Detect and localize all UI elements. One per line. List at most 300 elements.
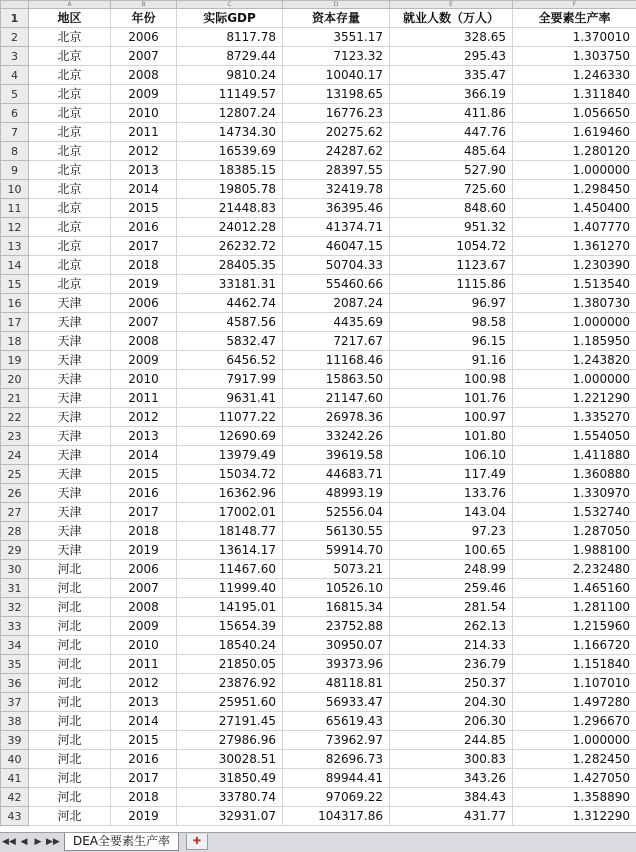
cell-tfp[interactable]: 1.298450 xyxy=(513,180,636,199)
cell-employment[interactable]: 1115.86 xyxy=(390,275,513,294)
cell-tfp[interactable]: 1.361270 xyxy=(513,237,636,256)
cell-region[interactable]: 天津 xyxy=(29,427,111,446)
cell-gdp[interactable]: 15654.39 xyxy=(177,617,283,636)
cell-capital[interactable]: 23752.88 xyxy=(283,617,390,636)
cell-employment[interactable]: 96.15 xyxy=(390,332,513,351)
cell-tfp[interactable]: 1.296670 xyxy=(513,712,636,731)
cell-gdp[interactable]: 11077.22 xyxy=(177,408,283,427)
cell-gdp[interactable]: 4462.74 xyxy=(177,294,283,313)
cell-tfp[interactable]: 1.360880 xyxy=(513,465,636,484)
cell-capital[interactable]: 55460.66 xyxy=(283,275,390,294)
cell-employment[interactable]: 101.76 xyxy=(390,389,513,408)
cell-tfp[interactable]: 1.532740 xyxy=(513,503,636,522)
cell-gdp[interactable]: 18148.77 xyxy=(177,522,283,541)
select-all-corner[interactable] xyxy=(1,1,29,9)
cell-tfp[interactable]: 1.151840 xyxy=(513,655,636,674)
cell-tfp[interactable]: 1.988100 xyxy=(513,541,636,560)
cell-year[interactable]: 2007 xyxy=(111,313,177,332)
cell-employment[interactable]: 106.10 xyxy=(390,446,513,465)
cell-tfp[interactable]: 1.513540 xyxy=(513,275,636,294)
cell-gdp[interactable]: 6456.52 xyxy=(177,351,283,370)
cell-capital[interactable]: 73962.97 xyxy=(283,731,390,750)
row-number[interactable]: 20 xyxy=(1,370,29,389)
cell-region[interactable]: 天津 xyxy=(29,541,111,560)
cell-employment[interactable]: 244.85 xyxy=(390,731,513,750)
cell-tfp[interactable]: 1.303750 xyxy=(513,47,636,66)
header-cell-capital[interactable]: 资本存量 xyxy=(283,9,390,28)
first-sheet-button[interactable]: ◀◀ xyxy=(2,835,14,849)
cell-region[interactable]: 天津 xyxy=(29,503,111,522)
row-number[interactable]: 38 xyxy=(1,712,29,731)
cell-region[interactable]: 天津 xyxy=(29,294,111,313)
cell-year[interactable]: 2015 xyxy=(111,199,177,218)
cell-region[interactable]: 河北 xyxy=(29,560,111,579)
cell-employment[interactable]: 431.77 xyxy=(390,807,513,826)
cell-year[interactable]: 2016 xyxy=(111,218,177,237)
cell-region[interactable]: 北京 xyxy=(29,142,111,161)
cell-capital[interactable]: 33242.26 xyxy=(283,427,390,446)
row-number[interactable]: 15 xyxy=(1,275,29,294)
new-sheet-icon[interactable]: ✚ xyxy=(186,834,208,850)
cell-capital[interactable]: 97069.22 xyxy=(283,788,390,807)
cell-region[interactable]: 天津 xyxy=(29,408,111,427)
cell-tfp[interactable]: 1.215960 xyxy=(513,617,636,636)
cell-tfp[interactable]: 1.000000 xyxy=(513,731,636,750)
cell-capital[interactable]: 16776.23 xyxy=(283,104,390,123)
cell-tfp[interactable]: 1.000000 xyxy=(513,313,636,332)
cell-gdp[interactable]: 21448.83 xyxy=(177,199,283,218)
cell-capital[interactable]: 39619.58 xyxy=(283,446,390,465)
cell-year[interactable]: 2019 xyxy=(111,275,177,294)
cell-region[interactable]: 天津 xyxy=(29,313,111,332)
cell-capital[interactable]: 20275.62 xyxy=(283,123,390,142)
cell-gdp[interactable]: 26232.72 xyxy=(177,237,283,256)
cell-region[interactable]: 河北 xyxy=(29,674,111,693)
cell-tfp[interactable]: 1.312290 xyxy=(513,807,636,826)
cell-capital[interactable]: 39373.96 xyxy=(283,655,390,674)
cell-capital[interactable]: 59914.70 xyxy=(283,541,390,560)
cell-capital[interactable]: 24287.62 xyxy=(283,142,390,161)
cell-region[interactable]: 河北 xyxy=(29,693,111,712)
cell-region[interactable]: 北京 xyxy=(29,104,111,123)
cell-gdp[interactable]: 16539.69 xyxy=(177,142,283,161)
cell-year[interactable]: 2008 xyxy=(111,598,177,617)
row-number[interactable]: 7 xyxy=(1,123,29,142)
cell-region[interactable]: 河北 xyxy=(29,579,111,598)
cell-region[interactable]: 河北 xyxy=(29,750,111,769)
cell-year[interactable]: 2010 xyxy=(111,636,177,655)
cell-gdp[interactable]: 33181.31 xyxy=(177,275,283,294)
row-number[interactable]: 32 xyxy=(1,598,29,617)
cell-year[interactable]: 2009 xyxy=(111,351,177,370)
cell-employment[interactable]: 100.98 xyxy=(390,370,513,389)
header-cell-employment[interactable]: 就业人数（万人） xyxy=(390,9,513,28)
row-number[interactable]: 4 xyxy=(1,66,29,85)
cell-tfp[interactable]: 1.243820 xyxy=(513,351,636,370)
cell-gdp[interactable]: 31850.49 xyxy=(177,769,283,788)
row-number[interactable]: 12 xyxy=(1,218,29,237)
cell-region[interactable]: 河北 xyxy=(29,731,111,750)
cell-employment[interactable]: 951.32 xyxy=(390,218,513,237)
cell-employment[interactable]: 98.58 xyxy=(390,313,513,332)
cell-gdp[interactable]: 4587.56 xyxy=(177,313,283,332)
row-number[interactable]: 14 xyxy=(1,256,29,275)
cell-region[interactable]: 北京 xyxy=(29,47,111,66)
cell-region[interactable]: 河北 xyxy=(29,807,111,826)
header-cell-year[interactable]: 年份 xyxy=(111,9,177,28)
cell-employment[interactable]: 133.76 xyxy=(390,484,513,503)
row-number[interactable]: 5 xyxy=(1,85,29,104)
cell-employment[interactable]: 204.30 xyxy=(390,693,513,712)
next-sheet-button[interactable]: ▶ xyxy=(32,835,44,849)
row-number[interactable]: 26 xyxy=(1,484,29,503)
cell-region[interactable]: 河北 xyxy=(29,617,111,636)
cell-region[interactable]: 天津 xyxy=(29,484,111,503)
cell-year[interactable]: 2007 xyxy=(111,47,177,66)
cell-employment[interactable]: 143.04 xyxy=(390,503,513,522)
cell-gdp[interactable]: 14195.01 xyxy=(177,598,283,617)
cell-capital[interactable]: 65619.43 xyxy=(283,712,390,731)
cell-gdp[interactable]: 11467.60 xyxy=(177,560,283,579)
cell-employment[interactable]: 366.19 xyxy=(390,85,513,104)
row-number[interactable]: 1 xyxy=(1,9,29,28)
cell-capital[interactable]: 56933.47 xyxy=(283,693,390,712)
row-number[interactable]: 21 xyxy=(1,389,29,408)
cell-gdp[interactable]: 11999.40 xyxy=(177,579,283,598)
cell-employment[interactable]: 248.99 xyxy=(390,560,513,579)
cell-employment[interactable]: 335.47 xyxy=(390,66,513,85)
cell-employment[interactable]: 384.43 xyxy=(390,788,513,807)
cell-tfp[interactable]: 1.311840 xyxy=(513,85,636,104)
cell-gdp[interactable]: 9631.41 xyxy=(177,389,283,408)
cell-year[interactable]: 2019 xyxy=(111,541,177,560)
row-number[interactable]: 37 xyxy=(1,693,29,712)
cell-year[interactable]: 2010 xyxy=(111,104,177,123)
cell-capital[interactable]: 26978.36 xyxy=(283,408,390,427)
cell-year[interactable]: 2019 xyxy=(111,807,177,826)
header-cell-tfp[interactable]: 全要素生产率 xyxy=(513,9,636,28)
cell-capital[interactable]: 15863.50 xyxy=(283,370,390,389)
cell-year[interactable]: 2013 xyxy=(111,427,177,446)
cell-region[interactable]: 北京 xyxy=(29,161,111,180)
row-number[interactable]: 43 xyxy=(1,807,29,826)
header-cell-gdp[interactable]: 实际GDP xyxy=(177,9,283,28)
cell-tfp[interactable]: 1.056650 xyxy=(513,104,636,123)
cell-employment[interactable]: 281.54 xyxy=(390,598,513,617)
cell-employment[interactable]: 527.90 xyxy=(390,161,513,180)
row-number[interactable]: 3 xyxy=(1,47,29,66)
cell-gdp[interactable]: 5832.47 xyxy=(177,332,283,351)
cell-capital[interactable]: 7123.32 xyxy=(283,47,390,66)
row-number[interactable]: 35 xyxy=(1,655,29,674)
column-header-e[interactable]: E xyxy=(390,1,513,9)
cell-tfp[interactable]: 1.281100 xyxy=(513,598,636,617)
cell-capital[interactable]: 30950.07 xyxy=(283,636,390,655)
cell-capital[interactable]: 7217.67 xyxy=(283,332,390,351)
cell-employment[interactable]: 343.26 xyxy=(390,769,513,788)
cell-gdp[interactable]: 14734.30 xyxy=(177,123,283,142)
column-header-c[interactable]: C xyxy=(177,1,283,9)
cell-capital[interactable]: 32419.78 xyxy=(283,180,390,199)
cell-region[interactable]: 河北 xyxy=(29,636,111,655)
cell-year[interactable]: 2011 xyxy=(111,389,177,408)
cell-gdp[interactable]: 25951.60 xyxy=(177,693,283,712)
cell-year[interactable]: 2006 xyxy=(111,294,177,313)
prev-sheet-button[interactable]: ◀ xyxy=(18,835,30,849)
cell-region[interactable]: 北京 xyxy=(29,66,111,85)
cell-year[interactable]: 2016 xyxy=(111,750,177,769)
cell-gdp[interactable]: 33780.74 xyxy=(177,788,283,807)
cell-year[interactable]: 2015 xyxy=(111,465,177,484)
cell-year[interactable]: 2006 xyxy=(111,28,177,47)
cell-employment[interactable]: 236.79 xyxy=(390,655,513,674)
cell-capital[interactable]: 52556.04 xyxy=(283,503,390,522)
cell-year[interactable]: 2013 xyxy=(111,693,177,712)
cell-capital[interactable]: 41374.71 xyxy=(283,218,390,237)
cell-region[interactable]: 北京 xyxy=(29,180,111,199)
row-number[interactable]: 41 xyxy=(1,769,29,788)
cell-tfp[interactable]: 1.370010 xyxy=(513,28,636,47)
cell-region[interactable]: 北京 xyxy=(29,256,111,275)
cell-year[interactable]: 2018 xyxy=(111,788,177,807)
cell-region[interactable]: 北京 xyxy=(29,28,111,47)
column-header-b[interactable]: B xyxy=(111,1,177,9)
cell-tfp[interactable]: 1.554050 xyxy=(513,427,636,446)
cell-capital[interactable]: 50704.33 xyxy=(283,256,390,275)
cell-employment[interactable]: 485.64 xyxy=(390,142,513,161)
row-number[interactable]: 10 xyxy=(1,180,29,199)
cell-capital[interactable]: 10040.17 xyxy=(283,66,390,85)
cell-year[interactable]: 2014 xyxy=(111,712,177,731)
cell-year[interactable]: 2008 xyxy=(111,66,177,85)
cell-gdp[interactable]: 28405.35 xyxy=(177,256,283,275)
cell-employment[interactable]: 447.76 xyxy=(390,123,513,142)
cell-region[interactable]: 天津 xyxy=(29,446,111,465)
cell-region[interactable]: 河北 xyxy=(29,788,111,807)
cell-year[interactable]: 2013 xyxy=(111,161,177,180)
cell-gdp[interactable]: 19805.78 xyxy=(177,180,283,199)
cell-employment[interactable]: 96.97 xyxy=(390,294,513,313)
row-number[interactable]: 18 xyxy=(1,332,29,351)
row-number[interactable]: 17 xyxy=(1,313,29,332)
cell-capital[interactable]: 28397.55 xyxy=(283,161,390,180)
cell-employment[interactable]: 848.60 xyxy=(390,199,513,218)
cell-gdp[interactable]: 8729.44 xyxy=(177,47,283,66)
cell-gdp[interactable]: 9810.24 xyxy=(177,66,283,85)
cell-year[interactable]: 2012 xyxy=(111,142,177,161)
cell-employment[interactable]: 101.80 xyxy=(390,427,513,446)
cell-gdp[interactable]: 24012.28 xyxy=(177,218,283,237)
cell-year[interactable]: 2009 xyxy=(111,85,177,104)
cell-employment[interactable]: 100.97 xyxy=(390,408,513,427)
cell-gdp[interactable]: 12807.24 xyxy=(177,104,283,123)
cell-employment[interactable]: 1123.67 xyxy=(390,256,513,275)
cell-gdp[interactable]: 27191.45 xyxy=(177,712,283,731)
cell-gdp[interactable]: 7917.99 xyxy=(177,370,283,389)
cell-tfp[interactable]: 1.000000 xyxy=(513,370,636,389)
cell-tfp[interactable]: 1.450400 xyxy=(513,199,636,218)
cell-region[interactable]: 河北 xyxy=(29,598,111,617)
row-number[interactable]: 40 xyxy=(1,750,29,769)
cell-year[interactable]: 2010 xyxy=(111,370,177,389)
row-number[interactable]: 16 xyxy=(1,294,29,313)
cell-tfp[interactable]: 1.221290 xyxy=(513,389,636,408)
cell-capital[interactable]: 21147.60 xyxy=(283,389,390,408)
cell-region[interactable]: 河北 xyxy=(29,769,111,788)
cell-tfp[interactable]: 1.358890 xyxy=(513,788,636,807)
cell-tfp[interactable]: 1.185950 xyxy=(513,332,636,351)
cell-employment[interactable]: 259.46 xyxy=(390,579,513,598)
cell-gdp[interactable]: 8117.78 xyxy=(177,28,283,47)
cell-gdp[interactable]: 21850.05 xyxy=(177,655,283,674)
cell-employment[interactable]: 328.65 xyxy=(390,28,513,47)
row-number[interactable]: 30 xyxy=(1,560,29,579)
cell-region[interactable]: 北京 xyxy=(29,218,111,237)
cell-gdp[interactable]: 17002.01 xyxy=(177,503,283,522)
cell-employment[interactable]: 725.60 xyxy=(390,180,513,199)
cell-employment[interactable]: 262.13 xyxy=(390,617,513,636)
cell-employment[interactable]: 250.37 xyxy=(390,674,513,693)
cell-tfp[interactable]: 1.465160 xyxy=(513,579,636,598)
row-number[interactable]: 25 xyxy=(1,465,29,484)
column-header-f[interactable]: F xyxy=(513,1,636,9)
cell-capital[interactable]: 82696.73 xyxy=(283,750,390,769)
cell-capital[interactable]: 16815.34 xyxy=(283,598,390,617)
row-number[interactable]: 8 xyxy=(1,142,29,161)
cell-employment[interactable]: 300.83 xyxy=(390,750,513,769)
cell-capital[interactable]: 10526.10 xyxy=(283,579,390,598)
cell-region[interactable]: 北京 xyxy=(29,85,111,104)
row-number[interactable]: 33 xyxy=(1,617,29,636)
cell-tfp[interactable]: 1.330970 xyxy=(513,484,636,503)
cell-tfp[interactable]: 1.411880 xyxy=(513,446,636,465)
cell-gdp[interactable]: 32931.07 xyxy=(177,807,283,826)
cell-tfp[interactable]: 1.287050 xyxy=(513,522,636,541)
cell-tfp[interactable]: 1.427050 xyxy=(513,769,636,788)
cell-tfp[interactable]: 1.497280 xyxy=(513,693,636,712)
cell-tfp[interactable]: 1.335270 xyxy=(513,408,636,427)
row-number[interactable]: 29 xyxy=(1,541,29,560)
cell-tfp[interactable]: 1.230390 xyxy=(513,256,636,275)
row-number[interactable]: 13 xyxy=(1,237,29,256)
cell-year[interactable]: 2015 xyxy=(111,731,177,750)
sheet-tab-dea[interactable]: DEA全要素生产率 xyxy=(64,833,179,851)
cell-tfp[interactable]: 2.232480 xyxy=(513,560,636,579)
cell-gdp[interactable]: 13614.17 xyxy=(177,541,283,560)
cell-year[interactable]: 2011 xyxy=(111,123,177,142)
cell-tfp[interactable]: 1.107010 xyxy=(513,674,636,693)
cell-employment[interactable]: 411.86 xyxy=(390,104,513,123)
cell-gdp[interactable]: 18385.15 xyxy=(177,161,283,180)
row-number[interactable]: 9 xyxy=(1,161,29,180)
cell-tfp[interactable]: 1.280120 xyxy=(513,142,636,161)
row-number[interactable]: 19 xyxy=(1,351,29,370)
header-cell-region[interactable]: 地区 xyxy=(29,9,111,28)
cell-year[interactable]: 2007 xyxy=(111,579,177,598)
cell-capital[interactable]: 11168.46 xyxy=(283,351,390,370)
cell-gdp[interactable]: 30028.51 xyxy=(177,750,283,769)
cell-region[interactable]: 天津 xyxy=(29,351,111,370)
row-number[interactable]: 27 xyxy=(1,503,29,522)
cell-gdp[interactable]: 23876.92 xyxy=(177,674,283,693)
cell-region[interactable]: 北京 xyxy=(29,275,111,294)
cell-year[interactable]: 2014 xyxy=(111,446,177,465)
cell-employment[interactable]: 91.16 xyxy=(390,351,513,370)
cell-region[interactable]: 河北 xyxy=(29,712,111,731)
cell-gdp[interactable]: 15034.72 xyxy=(177,465,283,484)
cell-capital[interactable]: 48118.81 xyxy=(283,674,390,693)
cell-year[interactable]: 2008 xyxy=(111,332,177,351)
cell-employment[interactable]: 295.43 xyxy=(390,47,513,66)
cell-tfp[interactable]: 1.619460 xyxy=(513,123,636,142)
cell-employment[interactable]: 117.49 xyxy=(390,465,513,484)
cell-year[interactable]: 2016 xyxy=(111,484,177,503)
last-sheet-button[interactable]: ▶▶ xyxy=(46,835,58,849)
cell-gdp[interactable]: 12690.69 xyxy=(177,427,283,446)
cell-region[interactable]: 天津 xyxy=(29,332,111,351)
cell-year[interactable]: 2017 xyxy=(111,769,177,788)
row-number[interactable]: 6 xyxy=(1,104,29,123)
cell-region[interactable]: 北京 xyxy=(29,123,111,142)
row-number[interactable]: 22 xyxy=(1,408,29,427)
cell-tfp[interactable]: 1.407770 xyxy=(513,218,636,237)
column-header-a[interactable]: A xyxy=(29,1,111,9)
cell-year[interactable]: 2014 xyxy=(111,180,177,199)
row-number[interactable]: 42 xyxy=(1,788,29,807)
cell-capital[interactable]: 56130.55 xyxy=(283,522,390,541)
row-number[interactable]: 36 xyxy=(1,674,29,693)
cell-gdp[interactable]: 18540.24 xyxy=(177,636,283,655)
cell-tfp[interactable]: 1.000000 xyxy=(513,161,636,180)
row-number[interactable]: 28 xyxy=(1,522,29,541)
cell-capital[interactable]: 44683.71 xyxy=(283,465,390,484)
row-number[interactable]: 39 xyxy=(1,731,29,750)
cell-year[interactable]: 2018 xyxy=(111,256,177,275)
cell-capital[interactable]: 89944.41 xyxy=(283,769,390,788)
cell-gdp[interactable]: 16362.96 xyxy=(177,484,283,503)
row-number[interactable]: 11 xyxy=(1,199,29,218)
cell-employment[interactable]: 100.65 xyxy=(390,541,513,560)
cell-capital[interactable]: 36395.46 xyxy=(283,199,390,218)
row-number[interactable]: 34 xyxy=(1,636,29,655)
row-number[interactable]: 2 xyxy=(1,28,29,47)
cell-tfp[interactable]: 1.166720 xyxy=(513,636,636,655)
row-number[interactable]: 23 xyxy=(1,427,29,446)
cell-region[interactable]: 北京 xyxy=(29,199,111,218)
cell-region[interactable]: 天津 xyxy=(29,465,111,484)
cell-year[interactable]: 2012 xyxy=(111,674,177,693)
cell-capital[interactable]: 104317.86 xyxy=(283,807,390,826)
cell-gdp[interactable]: 13979.49 xyxy=(177,446,283,465)
cell-tfp[interactable]: 1.282450 xyxy=(513,750,636,769)
cell-employment[interactable]: 206.30 xyxy=(390,712,513,731)
cell-tfp[interactable]: 1.380730 xyxy=(513,294,636,313)
cell-employment[interactable]: 214.33 xyxy=(390,636,513,655)
cell-year[interactable]: 2011 xyxy=(111,655,177,674)
column-header-d[interactable]: D xyxy=(283,1,390,9)
cell-tfp[interactable]: 1.246330 xyxy=(513,66,636,85)
row-number[interactable]: 31 xyxy=(1,579,29,598)
cell-region[interactable]: 天津 xyxy=(29,522,111,541)
cell-year[interactable]: 2017 xyxy=(111,503,177,522)
cell-capital[interactable]: 13198.65 xyxy=(283,85,390,104)
cell-capital[interactable]: 5073.21 xyxy=(283,560,390,579)
cell-capital[interactable]: 2087.24 xyxy=(283,294,390,313)
cell-capital[interactable]: 3551.17 xyxy=(283,28,390,47)
cell-region[interactable]: 天津 xyxy=(29,389,111,408)
cell-year[interactable]: 2012 xyxy=(111,408,177,427)
cell-capital[interactable]: 48993.19 xyxy=(283,484,390,503)
